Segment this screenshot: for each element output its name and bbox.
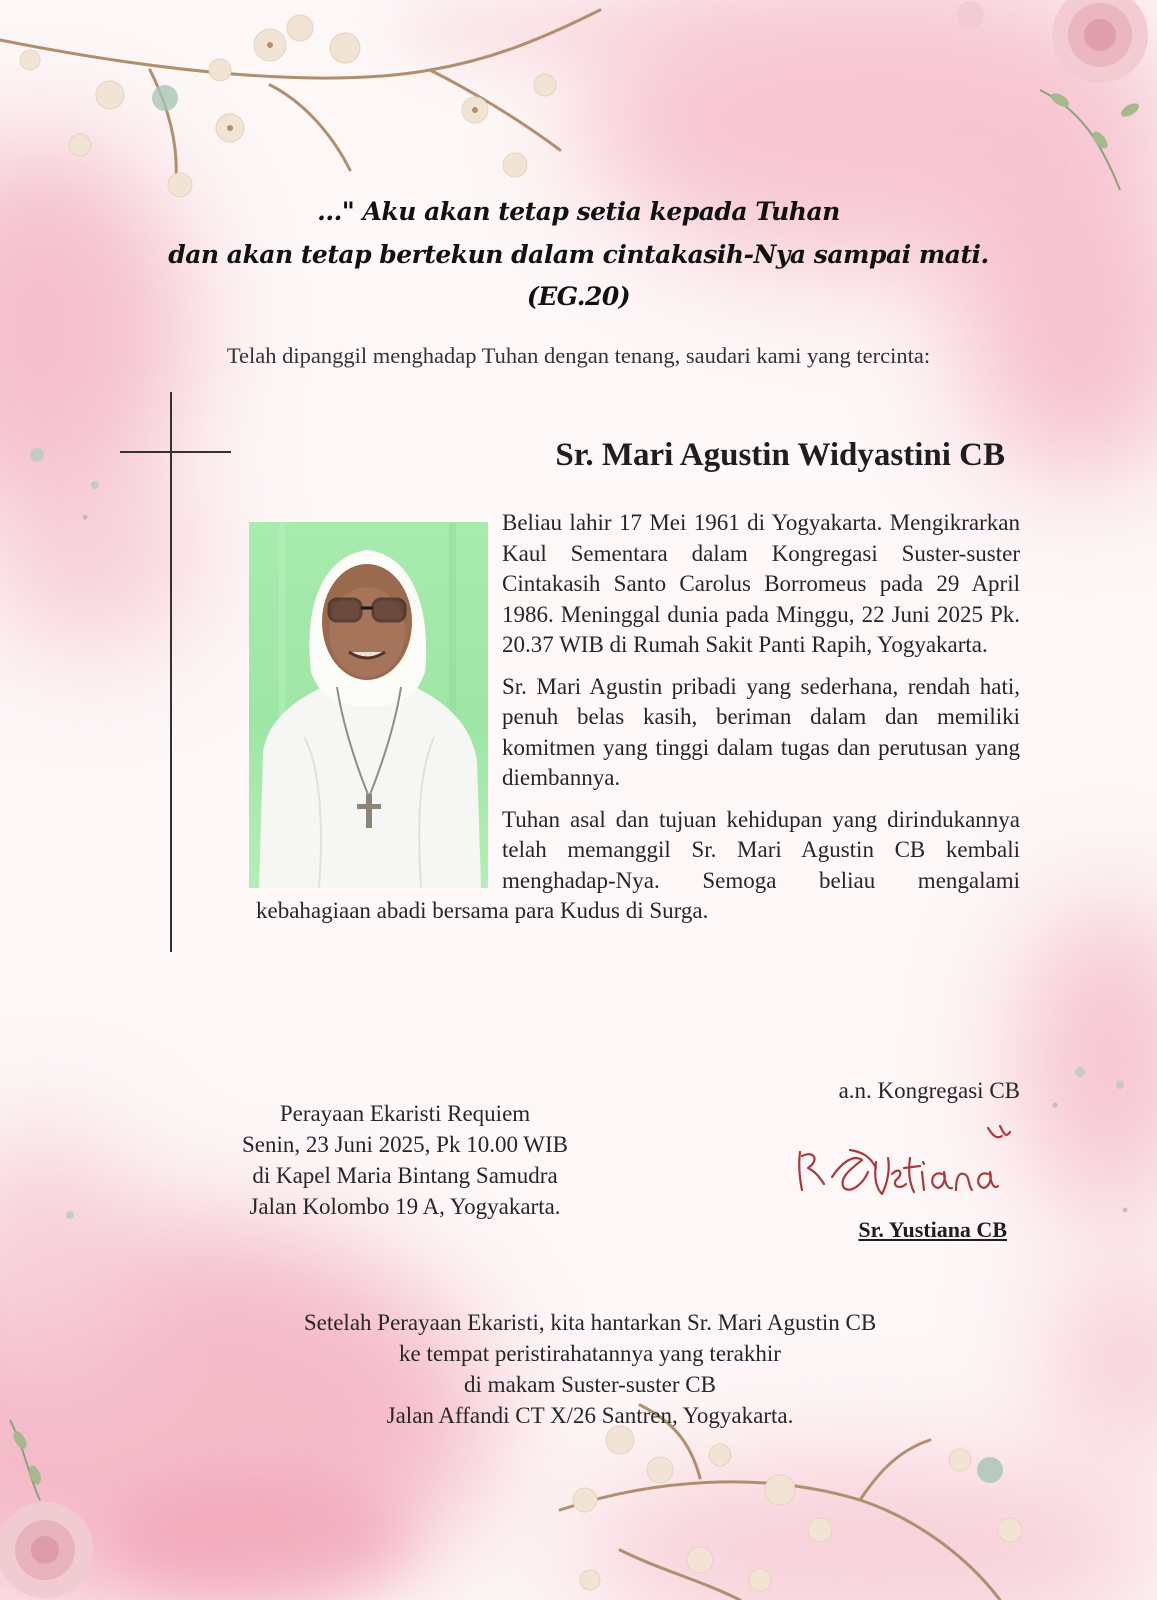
photo-spacer xyxy=(256,508,502,880)
scripture-reference: (EG.20) xyxy=(526,282,631,311)
cross-icon-horizontal xyxy=(120,451,231,453)
burial-line-2: ke tempat peristirahatannya yang terakhir xyxy=(399,1341,781,1366)
requiem-date: Senin, 23 Juni 2025, Pk 10.00 WIB xyxy=(241,1132,569,1157)
burial-line-3: di makam Suster-suster CB xyxy=(464,1372,716,1397)
handwritten-signature xyxy=(792,1122,1012,1212)
signer-name: Sr. Yustiana CB xyxy=(858,1217,1007,1242)
bio-paragraph-3: Tuhan asal dan tujuan kehidupan yang dirindukannya telah memanggil Sr. Mari Agustin CB kembali menghadap-Nya. Semoga beliau mengalami kebahagiaan abadi bersama para Kudus di Surga. xyxy=(256,806,1020,923)
requiem-title: Perayaan Ekaristi Requiem xyxy=(279,1101,531,1126)
burial-line-4: Jalan Affandi CT X/26 Santren, Yogyakarta. xyxy=(386,1403,794,1428)
bio-paragraph-1: Beliau lahir 17 Mei 1961 di Yogyakarta. Mengikrarkan Kaul Sementara dalam Kongregasi Suster-suster Cintakasih Santo Carolus Borromeus pada 29 April 1986. Meninggal dunia pada Minggu, 22 Juni 2025 Pk. 20.37 WIB di Rumah Sakit Panti Rapih, Yogyakarta. xyxy=(502,510,1020,657)
cross-icon-vertical xyxy=(170,392,172,952)
intro-text: Telah dipanggil menghadap Tuhan dengan tenang, saudari kami yang tercinta: xyxy=(226,343,931,368)
scripture-quote-line-2: dan akan tetap bertekun dalam cintakasih-Nya sampai mati. xyxy=(168,240,989,269)
requiem-address: Jalan Kolombo 19 A, Yogyakarta. xyxy=(249,1194,561,1219)
requiem-details xyxy=(185,1098,625,1222)
burial-details xyxy=(0,1307,1157,1431)
on-behalf-label: a.n. Kongregasi CB xyxy=(838,1078,1020,1103)
requiem-venue: di Kapel Maria Bintang Samudra xyxy=(252,1163,558,1188)
scripture-quote-line-1: ..." Aku akan tetap setia kepada Tuhan xyxy=(317,197,840,226)
biography xyxy=(256,508,1020,938)
burial-line-1: Setelah Perayaan Ekaristi, kita hantarkan Sr. Mari Agustin CB xyxy=(303,1310,877,1335)
deceased-name: Sr. Mari Agustin Widyastini CB xyxy=(555,437,1005,473)
bio-paragraph-2: Sr. Mari Agustin pribadi yang sederhana, rendah hati, penuh belas kasih, beriman dalam dan memiliki komitmen yang tinggi dalam tugas dan perutusan yang diembannya. xyxy=(502,673,1020,790)
